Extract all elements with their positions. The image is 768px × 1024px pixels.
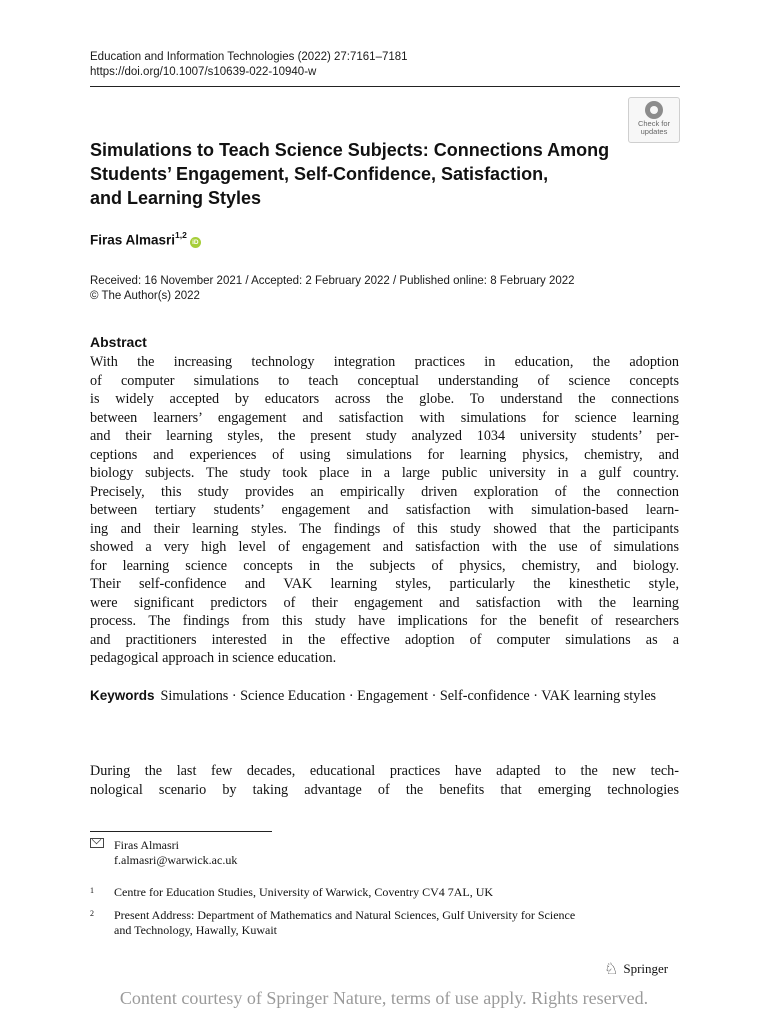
abstract-line: were significant predictors of their engagement and satisfaction with the learning [90, 594, 679, 611]
copyright-line: © The Author(s) 2022 [90, 289, 200, 302]
contact-name: Firas Almasri [114, 838, 179, 852]
check-updates-label: Check for updates [637, 119, 671, 136]
affiliation-1 [90, 883, 660, 900]
springer-horse-icon: ♘ [604, 961, 619, 978]
abstract-line: between tertiary students’ engagement and satisfaction with simulation-based learn- [90, 502, 679, 518]
abstract-line: and their learning styles, the present study analyzed 1034 university students’ per- [90, 428, 679, 444]
contact-email[interactable]: f.almasri@warwick.ac.uk [114, 853, 238, 867]
abstract-body [90, 353, 679, 668]
abstract-line: between learners’ engagement and satisfaction with simulations for science learning [90, 409, 679, 426]
dates-line: Received: 16 November 2021 / Accepted: 2 February 2022 / Published online: 8 February 2022 [90, 275, 575, 287]
affiliation-text: Present Address: Department of Mathematics and Natural Sciences, Gulf University for Science [114, 908, 576, 922]
springer-logo [604, 959, 668, 979]
abstract-line: Their self-confidence and VAK learning styles, particularly the kinesthetic style, [90, 576, 679, 592]
abstract-line: showed a very high level of engagement and satisfaction with the use of simulations [90, 539, 679, 555]
footnote-rule [90, 831, 272, 832]
keywords-text: Simulations · Science Education · Engagement · Self-confidence · VAK learning styles [160, 688, 657, 704]
envelope-icon [90, 838, 104, 848]
abstract-line: is widely accepted by educators across the globe. To understand the connections [90, 391, 679, 407]
courtesy-watermark: Content courtesy of Springer Nature, terms of use apply. Rights reserved. [119, 988, 649, 1008]
abstract-line: and practitioners interested in the effective adoption of computer simulations as a [90, 631, 679, 648]
title-line: Simulations to Teach Science Subjects: Connections Among [90, 140, 610, 160]
header-rule [90, 86, 680, 87]
doi-link[interactable]: https://doi.org/10.1007/s10639-022-10940-w [90, 65, 317, 78]
title-line: and Learning Styles [90, 188, 262, 208]
abstract-line: ing and their learning styles. The findings of this study showed that the participants [90, 520, 679, 537]
check-for-updates-button[interactable] [628, 97, 680, 143]
abstract-line: Precisely, this study provides an empirically driven exploration of the connection [90, 483, 679, 500]
author-line [90, 231, 201, 248]
publication-dates [90, 274, 575, 303]
author-affiliation-marks: 1,2 [175, 230, 187, 240]
title-line: Students’ Engagement, Self-Confidence, Satisfaction, [90, 164, 549, 184]
orcid-icon[interactable]: iD [190, 237, 201, 248]
intro-line: nological scenario by taking advantage of the benefits that emerging technologies [90, 781, 679, 798]
author-name[interactable]: Firas Almasri [90, 232, 176, 248]
introduction-text [90, 762, 679, 799]
abstract-line: pedagogical approach in science education. [90, 650, 337, 666]
abstract-line: process. The findings from this study have implications for the benefit of researchers [90, 613, 679, 629]
affiliation-2 [90, 906, 660, 938]
affiliation-number: 1 [90, 886, 94, 895]
journal-citation: Education and Information Technologies (2022) 27:7161–7181 [90, 51, 408, 63]
corresponding-author [90, 838, 237, 868]
check-updates-icon [645, 101, 663, 119]
abstract-line: With the increasing technology integration practices in education, the adoption [90, 354, 679, 370]
intro-line: During the last few decades, educational practices have adapted to the new tech- [90, 763, 679, 779]
journal-header [90, 50, 408, 79]
affiliation-number: 2 [90, 909, 94, 918]
abstract-line: for learning science concepts in the subjects of physics, chemistry, and biology. [90, 557, 679, 574]
affiliation-text-cont: and Technology, Hawally, Kuwait [114, 923, 278, 937]
abstract-line: of computer simulations to teach conceptual understanding of science concepts [90, 372, 679, 389]
abstract-line: ceptions and experiences of using simulations for learning physics, chemistry, and [90, 446, 679, 463]
abstract-line: biology subjects. The study took place in a large public university in a gulf country. [90, 465, 679, 481]
keywords [90, 686, 679, 706]
publisher-name: Springer [623, 961, 669, 976]
abstract-heading: Abstract [90, 334, 147, 350]
affiliation-text: Centre for Education Studies, University of Warwick, Coventry CV4 7AL, UK [114, 885, 494, 899]
keywords-label: Keywords [90, 688, 155, 703]
article-title [90, 138, 650, 210]
